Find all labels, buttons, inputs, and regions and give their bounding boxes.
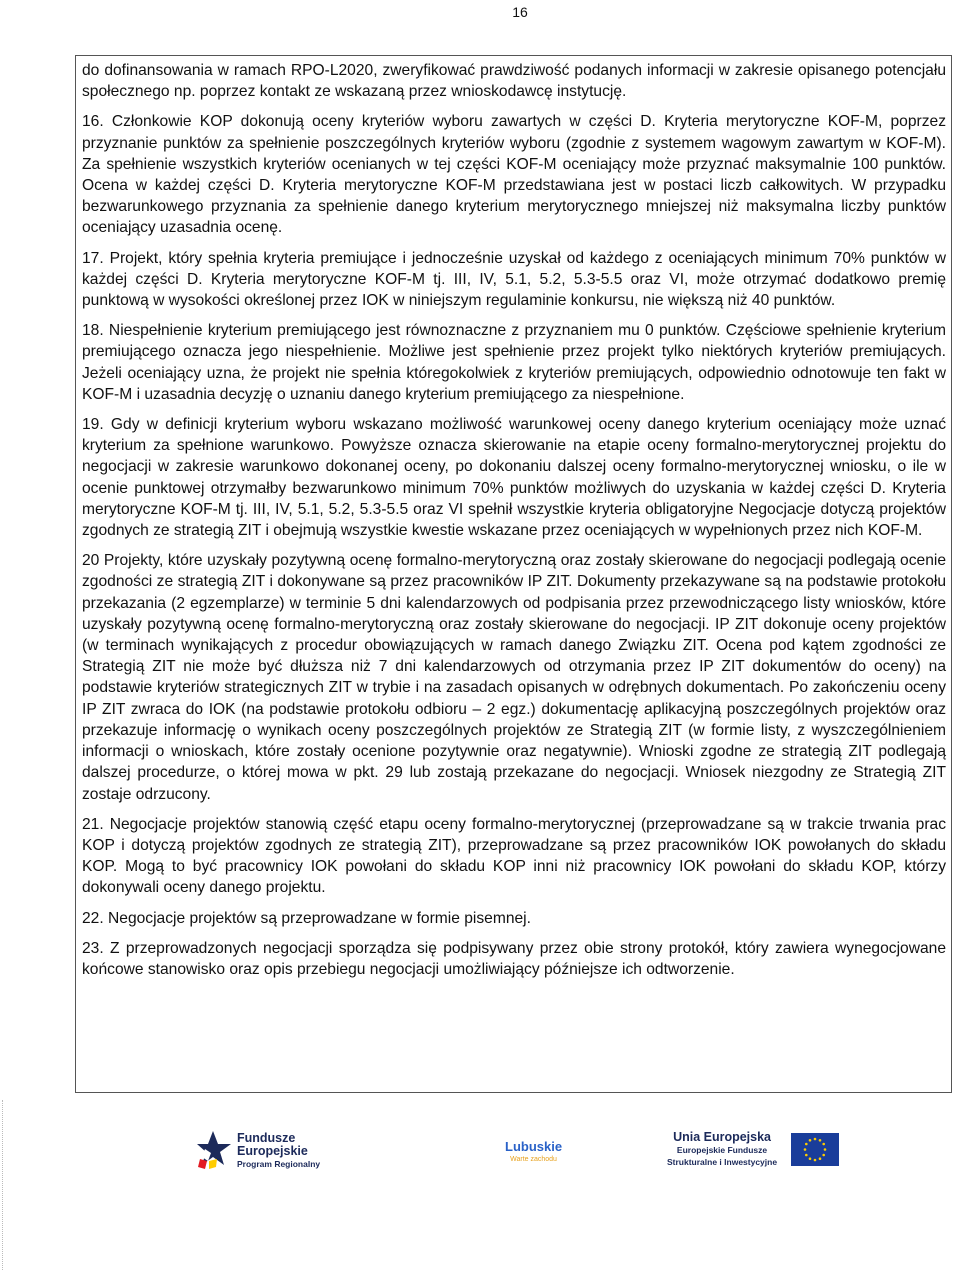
ue-line-2: Europejskie Fundusze [676, 1145, 768, 1155]
page-number: 16 [512, 4, 528, 20]
fe-line-1: Fundusze [237, 1131, 296, 1145]
paragraph-22: 22. Negocjacje projektów są przeprowadzane w formie pisemnej. [82, 909, 531, 927]
lubuskie-slogan: Warte zachodu [510, 1156, 557, 1163]
document-body [82, 60, 946, 989]
fe-line-2: Europejskie [237, 1144, 308, 1158]
lubuskie-logo [505, 1140, 562, 1166]
fe-line-3: Program Regionalny [237, 1159, 321, 1169]
paragraph-16: 16. Członkowie KOP dokonują oceny kryteriów wyboru zawartych w części D. Kryteria merytoryczne KOF-M, poprzez przyznanie punktów za spełnienie poszczególnych kryteriów wyboru (zgodnie z systemem wagowym zawartym w KOF-M). Za spełnienie wszystkich kryteriów ocenianych w tej części KOF-M oceniający może przyznać maksymalnie 100 punktów. Ocena w każdej części D. Kryteria merytoryczne KOF-M przedstawiana jest w postaci liczb całkowitych. W przypadku bezwarunkowego przyznania za spełnienie danego kryterium merytorycznego mniejszej niż maksymalna liczby punktów oceniający uzasadnia ocenę. [82, 113, 946, 237]
paragraph-23: 23. Z przeprowadzonych negocjacji sporządza się podpisywany przez obie strony protokół, który zawiera wynegocjowane końcowe stanowisko oraz opis przebiegu negocjacji umożliwiający późniejsze ich odtworzenie. [82, 939, 946, 978]
scan-margin-artifact [2, 1100, 5, 1270]
ue-line-3: Strukturalne i Inwestycyjne [667, 1157, 778, 1167]
paragraph-15-continuation: do dofinansowania w ramach RPO-L2020, zweryfikować prawdziwość podanych informacji w zakresie opisanego potencjału społecznego np. poprzez kontakt ze wskazaną przez wnioskodawcę instytucję. [82, 62, 946, 101]
ue-line-1: Unia Europejska [673, 1130, 772, 1144]
paragraph-17: 17. Projekt, który spełnia kryteria premiujące i jednocześnie uzyskał od każdego z oceniających minimum 70% punktów w każdej części D. Kryteria merytoryczne KOF-M tj. III, IV, 5.1, 5.2, 5.3-5.5 oraz VI, może otrzymać dodatkowo premię punktową w wysokości określonej przez IOK w niniejszym regulaminie konkursu, nie większą niż 40 punktów. [82, 249, 946, 310]
paragraph-21: 21. Negocjacje projektów stanowią część etapu oceny formalno-merytorycznej (przeprowadzane są w trakcie trwania prac KOP i dotyczą projektów zgodnych ze strategią ZIT), przeprowadzane są przez pracowników IOK powołanych do składu KOP. Mogą to być pracownicy IOK powołani do składu KOP inni niż pracownicy IOK powołani do składu KOP, którzy dokonywali oceny danego projektu. [82, 815, 946, 897]
paragraph-20: 20 Projekty, które uzyskały pozytywną ocenę formalno-merytoryczną oraz zostały skierowane do negocjacji podlegają ocenie zgodności ze strategią ZIT i dokonywane są przez pracowników IP ZIT. Dokumenty przekazywane są na podstawie protokołu przekazania (2 egzemplarze) w terminie 5 dni kalendarzowych od podpisania przez przewodniczącego listy wniosków, które uzyskały pozytywną ocenę formalno-merytoryczną oraz zostały skierowane do negocjacji. IP ZIT dokonuje oceny projektów (w terminach wynikających z procedur obowiązujących w ramach danego Związku ZIT. Ocena pod kątem zgodności ze Strategią ZIT nie może być dłuższa niż 7 dni kalendarzowych od otrzymania przez IP ZIT dokumentów do oceny) na podstawie kryteriów strategicznych ZIT w trybie i na zasadach opisanych w odrębnych dokumentach. Po zakończeniu oceny IP ZIT zwraca do IOK (na podstawie protokołu odbioru – 2 egz.) dokumentację aplikacyjną poszczególnych projektów oraz przekazuje informację o wynikach oceny poszczególnych projektów ze Strategią ZIT (w formie listy, z wyszczególnieniem informacji o wnioskach, które zostały ocenione pozytywnie oraz negatywnie). Wnioski zgodne ze strategią ZIT podlegają dalszej procedurze, o której mowa w pkt. 29 lub zostają przekazane do negocjacji. Wniosek niezgodny ze Strategią ZIT zostaje odrzucony. [82, 552, 946, 803]
fundusze-europejskie-logo [197, 1131, 320, 1171]
unia-europejska-logo [667, 1131, 839, 1168]
paragraph-19: 19. Gdy w definicji kryterium wyboru wskazano możliwość warunkowej oceny danego kryterium oceniający może uznać kryterium za spełnione warunkowo. Powyższe oznacza skierowanie na etapie oceny formalno-merytorycznej projektu do negocjacji w zakresie warunkowo dokonanej oceny, po dokonaniu dalszej oceny formalno-merytorycznej wniosku, o ile w ocenie punktowej otrzymałby bezwarunkowo minimum 70% punktów możliwych do uzyskania w każdej części D. Kryteria merytoryczne KOF-M tj. III, IV, 5.1, 5.2, 5.3-5.5 oraz VI spełnił wszystkie kryteria obligatoryjne Negocjacje dotyczą projektów zgodnych ze strategią ZIT i obejmują wszystkie kwestie wskazane przez oceniających w wypełnionych przez nich KOF-M. [82, 416, 946, 540]
eu-flag-icon [791, 1133, 839, 1166]
footer-logos [0, 1128, 960, 1188]
paragraph-18: 18. Niespełnienie kryterium premiującego jest równoznaczne z przyznaniem mu 0 punktów. Częściowe spełnienie kryterium premiującego oznacza jego niespełnienie. Możliwe jest spełnienie przez projekt tylko niektórych kryteriów premiujących. Jeżeli oceniający uzna, że projekt nie spełnia któregokolwiek z kryteriów premiujących, odpowiednio odnotowuje ten fakt w KOF-M i uzasadnia decyzję o uznaniu danego kryterium premiującego za niespełnione. [82, 322, 946, 403]
fe-star-icon [197, 1131, 231, 1171]
lubuskie-name: Lubuskie [505, 1139, 563, 1154]
